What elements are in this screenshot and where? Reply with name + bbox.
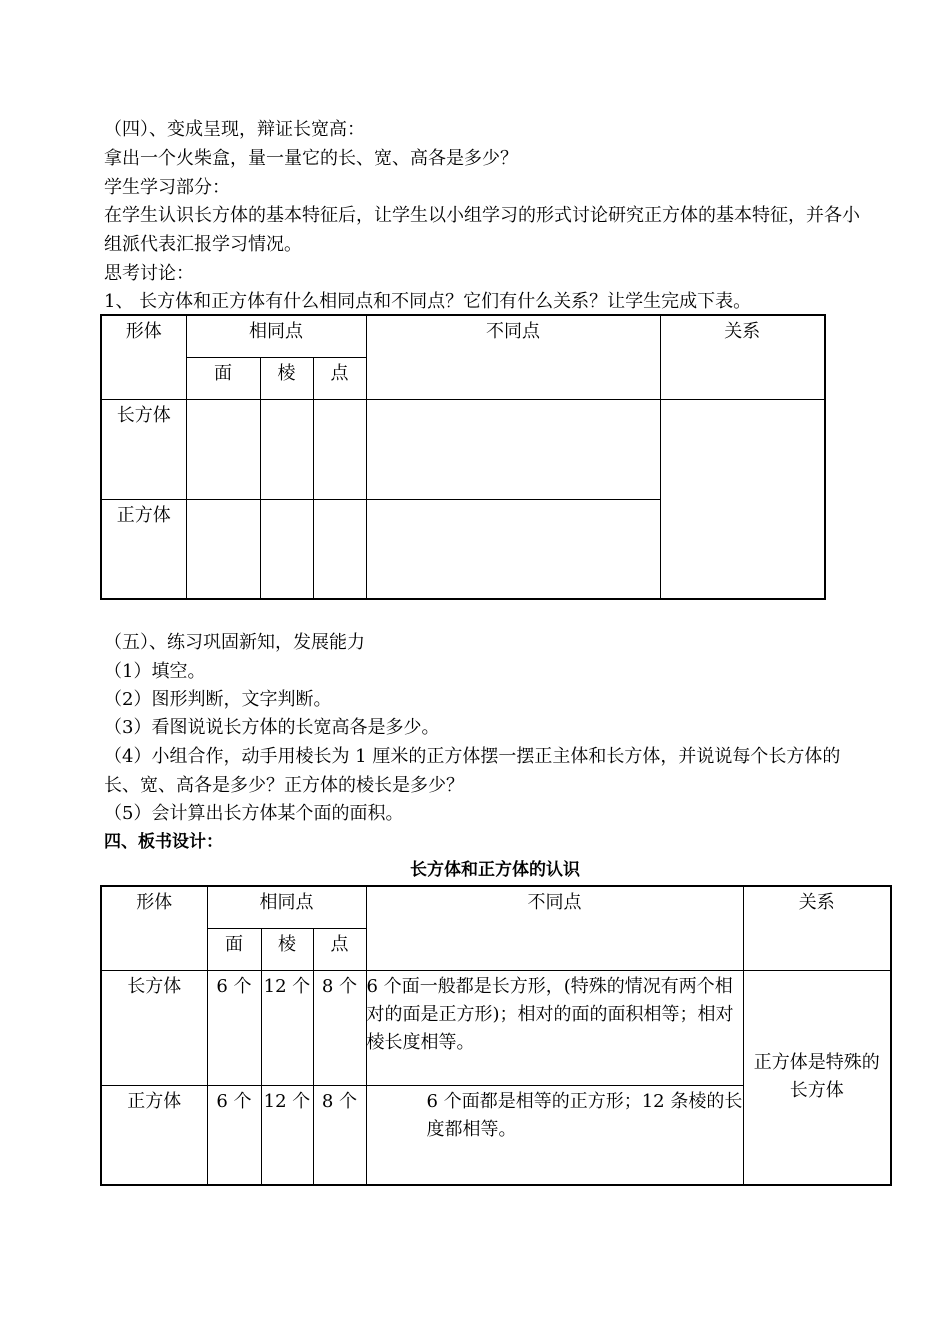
cell-diff: [366, 399, 660, 499]
row-label-cuboid: 长方体: [101, 399, 186, 499]
section4-line3: 思考讨论：: [104, 263, 194, 284]
cell-face: 6 个: [207, 1085, 261, 1185]
section5-item1: （1）填空。: [104, 661, 206, 682]
board-heading: 四、板书设计：: [104, 832, 223, 852]
section4-line1: 拿出一个火柴盒，量一量它的长、宽、高各是多少？: [104, 148, 518, 169]
section4-line4: 1、 长方体和正方体有什么相同点和不同点？它们有什么关系？让学生完成下表。: [104, 291, 752, 312]
cell-diff: [366, 499, 660, 599]
header-vertex: 点: [313, 357, 366, 399]
section5-item2: （2）图形判断，文字判断。: [104, 689, 332, 710]
header-shape: 形体: [101, 315, 186, 399]
header-relation: 关系: [743, 886, 891, 970]
cell-relation: [660, 399, 825, 599]
row-label-cube: 正方体: [101, 1085, 207, 1185]
cell-diff-cuboid: 6 个面一般都是长方形，(特殊的情况有两个相对的面是正方形)；相对的面的面积相等；相对棱长度相等。: [366, 970, 743, 1085]
cell-vertex: 8 个: [313, 970, 366, 1085]
section5-item3: （3）看图说说长方体的长宽高各是多少。: [104, 717, 440, 738]
header-same: 相同点: [207, 886, 366, 928]
section5-item5: （5）会计算出长方体某个面的面积。: [104, 803, 404, 824]
cell-vertex: 8 个: [313, 1085, 366, 1185]
section5-item4: （4）小组合作，动手用棱长为 1 厘米的正方体摆一摆正主体和长方体，并说说每个长方体的长、宽、高各是多少？正方体的棱长是多少？: [104, 746, 841, 796]
cell-edge: 12 个: [261, 970, 313, 1085]
row-label-cube: 正方体: [101, 499, 186, 599]
row-label-cuboid: 长方体: [101, 970, 207, 1085]
header-diff: 不同点: [366, 886, 743, 970]
cell-edge: [260, 399, 313, 499]
cell-vertex: [313, 399, 366, 499]
header-edge: 棱: [261, 928, 313, 970]
header-vertex: 点: [313, 928, 366, 970]
cell-vertex: [313, 499, 366, 599]
section5-heading: （五）、练习巩固新知，发展能力: [104, 632, 365, 653]
cell-diff-cube: 6 个面都是相等的正方形；12 条棱的长度都相等。: [366, 1085, 743, 1185]
cell-edge: 12 个: [261, 1085, 313, 1185]
cell-face: [186, 499, 260, 599]
header-diff: 不同点: [366, 315, 660, 399]
cell-relation: 正方体是特殊的长方体: [743, 970, 891, 1185]
header-shape: 形体: [101, 886, 207, 970]
board-title: 长方体和正方体的认识: [410, 860, 580, 880]
comparison-table-filled: [100, 885, 892, 1186]
header-same: 相同点: [186, 315, 366, 357]
cell-edge: [260, 499, 313, 599]
header-face: 面: [207, 928, 261, 970]
header-edge: 棱: [260, 357, 313, 399]
cell-face: [186, 399, 260, 499]
header-relation: 关系: [660, 315, 825, 399]
section4-line2: 学生学习部分：: [104, 177, 230, 198]
header-face: 面: [186, 357, 260, 399]
comparison-table-blank: [100, 314, 826, 600]
cell-face: 6 个: [207, 970, 261, 1085]
section4-para: 在学生认识长方体的基本特征后，让学生以小组学习的形式讨论研究正方体的基本特征，并各小组派代表汇报学习情况。: [104, 205, 860, 255]
section4-heading: （四）、变成呈现，辩证长宽高：: [104, 119, 365, 140]
